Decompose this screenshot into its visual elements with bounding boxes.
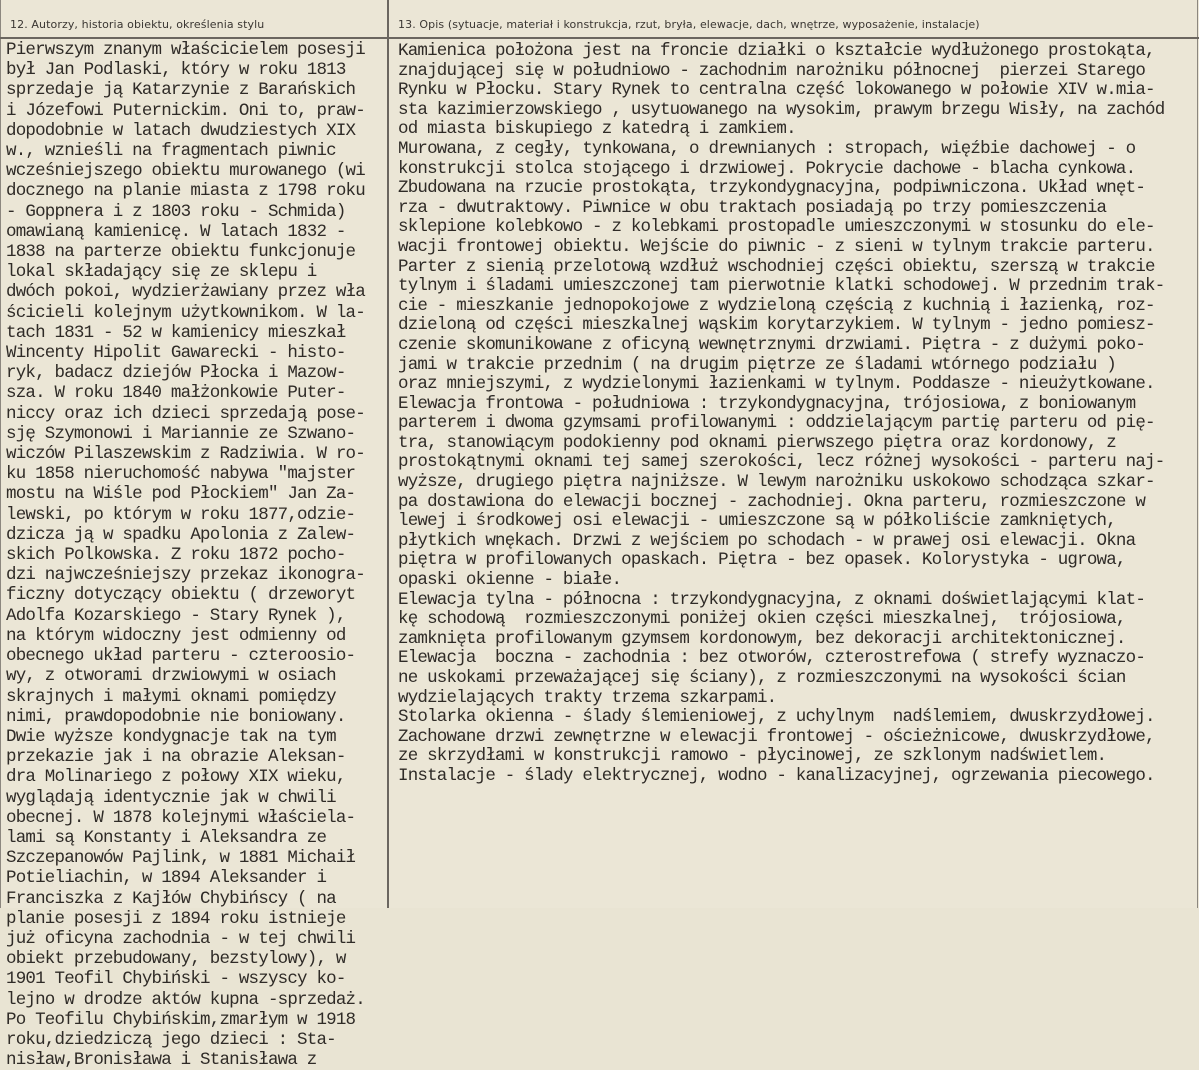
history-text-line: docznego na planie miasta z 1798 roku [6, 181, 365, 202]
history-text-line: roku,dziedziczą jego dzieci : Sta- [6, 1029, 336, 1050]
description-text-line: cie - mieszkanie jednopokojowe z wydzieloną częścią z kuchnią i łazienką, roz- [398, 295, 1155, 316]
history-text-line: wcześniejszego obiektu murowanego (wi [6, 161, 365, 182]
history-text-line: dopodobnie w latach dwudziestych XIX [6, 120, 356, 141]
history-text-line: skich Polkowska. Z roku 1872 pocho- [6, 545, 346, 566]
description-text-line: wydzielających trakty trzema szkarpami. [398, 687, 777, 708]
history-text-line: sza. W roku 1840 małżonkowie Puter- [6, 383, 346, 404]
history-text-line: planie posesji z 1894 roku istnieje [6, 908, 346, 929]
description-text-line: dzieloną od części mieszkalnej wąskim korytarzykiem. W tylnym - jedno pomiesz- [398, 315, 1155, 336]
history-text-line: lokal składający się ze sklepu i [6, 262, 317, 283]
description-text-line: konstrukcji stolca stojącego i drzwiowej. Pokrycie dachowe - blacha cynkowa. [398, 158, 1136, 179]
description-text-line: pa dostawiona do elewacji bocznej - zachodniej. Okna parteru, rozmieszczone w [398, 491, 1146, 512]
description-text-line: Elewacja boczna - zachodnia : bez otworów, czterostrefowa ( strefy wyznaczo- [398, 648, 1146, 669]
history-text-line: obecnej. W 1878 kolejnymi właściela- [6, 807, 356, 828]
description-text-line: Parter z sienią przelotową wzdłuż wschodniej części obiektu, szerszą w trakcie [398, 256, 1155, 277]
history-text-line: obiekt przebudowany, bezstylowy), w [6, 949, 346, 970]
history-text-line: lejno w drodze aktów kupna -sprzedaż. [6, 989, 365, 1010]
history-text-line: już oficyna zachodnia - w tej chwili [6, 928, 356, 949]
history-text-line: - Goppnera i z 1803 roku - Schmida) [6, 201, 346, 222]
description-text-line: rza - dwutraktowy. Piwnice w obu traktach posiadają po trzy pomieszczenia [398, 197, 1107, 218]
description-text-line: opaski okienne - białe. [398, 570, 622, 591]
history-text-line: Szczepanowów Pajlink, w 1881 Michaił [6, 848, 356, 869]
history-text-line: Potieliachin, w 1894 Aleksander i [6, 868, 327, 889]
history-text-line: ryk, badacz dziejów Płocka i Mazow- [6, 363, 346, 384]
description-text-line: Zbudowana na rzucie prostokąta, trzykondygnacyjna, podpiwniczona. Układ wnęt- [398, 178, 1146, 199]
description-text-line: kę schodową rozmieszczonymi poniżej okien części mieszkalnej, trójosiowa, [398, 609, 1126, 630]
history-text-line: ku 1858 nieruchomość nabywa "majster [6, 464, 356, 485]
description-text-line: wyższe, drugiego piętra najniższe. W lewym narożniku uskokowo schodząca szkar- [398, 472, 1155, 493]
section-12-heading: 12. Autorzy, historia obiektu, określenia stylu [10, 18, 265, 31]
history-text-line: dwóch pokoi, wydzierżawiany przez wła [6, 282, 365, 303]
description-text-line: lewej i środkowej osi elewacji - umieszczone są w półkoliście zamkniętych, [398, 511, 1116, 532]
history-text-line: mostu na Wiśle pod Płockiem" Jan Za- [6, 484, 356, 505]
left-border [0, 0, 1, 908]
description-text-line: Stolarka okienna - ślady ślemieniowej, z uchylnym nadślemiem, dwuskrzydłowej. [398, 707, 1155, 728]
history-text-line: Franciszka z Kajłów Chybińscy ( na [6, 888, 336, 909]
description-text-line: prostokątnymi oknami tej samej szerokości, lecz różnej wysokości - parteru naj- [398, 452, 1165, 473]
description-text-line: sklepione kolebkowo - z kolebkami prostopadle umieszczonymi w stosunku do ele- [398, 217, 1155, 238]
history-text-line: ficzny dotyczący obiektu ( drzeworyt [6, 585, 356, 606]
history-text-line: był Jan Podlaski, który w roku 1813 [6, 60, 346, 81]
history-text-line: Dwie wyższe kondygnacje tak na tym [6, 726, 336, 747]
history-text-line: omawianą kamienicę. W latach 1832 - [6, 221, 346, 242]
history-text-line: sprzedaje ją Katarzynie z Barańskich [6, 80, 356, 101]
description-text-line: ze skrzydłami w konstrukcji ramowo - płycinowej, ze szklonym nadświetlem. [398, 746, 1107, 767]
description-text-line: płytkich wnękach. Drzwi z wejściem po schodach - w prawej osi elewacji. Okna [398, 530, 1136, 551]
history-text-line: sję Szymonowi i Mariannie ze Szwano- [6, 423, 356, 444]
history-text-line: lami są Konstanty i Aleksandra ze [6, 827, 327, 848]
history-text-line: lewski, po którym w roku 1877,odzie- [6, 504, 356, 525]
description-text-line: Elewacja tylna - północna : trzykondygnacyjna, z oknami doświetlającymi klat- [398, 589, 1146, 610]
description-text-line: parterem i dwoma gzymsami profilowanymi : oddzielającym partię parteru od pię- [398, 413, 1155, 434]
history-text-line: 1838 na parterze obiektu funkcjonuje [6, 242, 356, 263]
column-divider [387, 0, 389, 908]
history-text-line: obecnego układ parteru - czteroosio- [6, 646, 356, 667]
description-text-line: czenie skomunikowane z oficyną wewnętrznymi drzwiami. Piętra - z dużymi poko- [398, 334, 1146, 355]
history-text-line: ścicieli kolejnym użytkownikom. W la- [6, 302, 365, 323]
description-text-line: Murowana, z cegły, tynkowana, o drewnianych : stropach, więźbie dachowej - o [398, 138, 1136, 159]
right-border [1197, 0, 1198, 908]
history-text-line: 1901 Teofil Chybiński - wszyscy ko- [6, 969, 346, 990]
history-text-line: nisław,Bronisława i Stanisława z [6, 1050, 317, 1070]
description-text-line: piętra w profilowanych opaskach. Piętra - bez opasek. Kolorystyka - ugrowa, [398, 550, 1126, 571]
history-text-line: w., wznieśli na fragmentach piwnic [6, 141, 336, 162]
history-text-line: niccy oraz ich dzieci sprzedają pose- [6, 403, 365, 424]
history-text-line: tach 1831 - 52 w kamienicy mieszkał [6, 322, 346, 343]
description-text-line: Kamienica położona jest na froncie działki o kształcie wydłużonego prostokąta, [398, 41, 1155, 61]
description-text-line: jami w trakcie przednim ( na drugim piętrze ze śladami wtórnego podziału ) [398, 354, 1116, 375]
history-text-line: nimi, prawdopodobnie nie boniowany. [6, 706, 346, 727]
header-divider [0, 37, 1199, 39]
description-text-line: tra, stanowiącym podokienny pod oknami pierwszego piętra oraz kordonowy, z [398, 432, 1116, 453]
history-text-line: wiczów Pilaszewskim z Radziwia. W ro- [6, 444, 365, 465]
description-text-line: sta kazimierzowskiego , usytuowanego na wysokim, prawym brzegu Wisły, na zachód [398, 99, 1165, 120]
history-text-line: i Józefowi Puternickim. Oni to, praw- [6, 100, 365, 121]
description-text-line: znajdującej się w południowo - zachodnim narożniku północnej pierzei Starego [398, 60, 1146, 81]
description-text-line: od miasta biskupiego z katedrą i zamkiem. [398, 119, 796, 140]
description-text-line: oraz mniejszymi, z wydzielonymi łazienkami w tylnym. Poddasze - nieużytkowane. [398, 374, 1155, 395]
description-text-line: tylnym i śladami umieszczonej tam pierwotnie klatki schodowej. W przednim trak- [398, 276, 1165, 297]
description-text-line: Instalacje - ślady elektrycznej, wodno - kanalizacyjnej, ogrzewania piecowego. [398, 765, 1155, 786]
history-text-line: dzicza ją w spadku Apolonia z Zalew- [6, 524, 356, 545]
history-text-line: skrajnych i małymi oknami pomiędzy [6, 686, 336, 707]
description-text-line: wacji frontowej obiektu. Wejście do piwnic - z sieni w tylnym trakcie parteru. [398, 236, 1155, 257]
history-text-line: Pierwszym znanym właścicielem posesji [6, 40, 365, 60]
history-text-line: Wincenty Hipolit Gawarecki - histo- [6, 343, 346, 364]
history-text-line: na którym widoczny jest odmienny od [6, 625, 346, 646]
description-text [398, 42, 1164, 787]
description-text-line: Zachowane drzwi zewnętrzne w elewacji frontowej - ościeżnicowe, dwuskrzydłowe, [398, 726, 1155, 747]
description-text-line: Rynku w Płocku. Stary Rynek to centralna część lokowanego w połowie XIV w.mia- [398, 80, 1155, 101]
section-13-heading: 13. Opis (sytuacje, materiał i konstrukcja, rzut, bryła, elewacje, dach, wnętrze, wyposażenie, instalacje) [398, 18, 980, 31]
history-text-line: Po Teofilu Chybińskim,zmarłym w 1918 [6, 1009, 356, 1030]
history-text-line: przekazie jak i na obrazie Aleksan- [6, 747, 346, 768]
history-text-line: dra Molinariego z połowy XIX wieku, [6, 767, 346, 788]
history-text-line: wy, z otworami drzwiowymi w osiach [6, 666, 336, 687]
description-text-line: zamknięta profilowanym gzymsem kordonowym, bez dekoracji architektonicznej. [398, 628, 1126, 649]
history-text-line: wyglądają identycznie jak w chwili [6, 787, 336, 808]
description-text-line: Elewacja frontowa - południowa : trzykondygnacyjna, trójosiowa, z boniowanym [398, 393, 1136, 414]
history-text-line: dzi najwcześniejszy przekaz ikonogra- [6, 565, 365, 586]
description-text-line: ne uskokami przeważającej się ściany), z rozmieszczonymi na wysokości ścian [398, 668, 1126, 688]
history-text-line: Adolfa Kozarskiego - Stary Rynek ), [6, 605, 346, 626]
history-text [6, 40, 365, 1070]
